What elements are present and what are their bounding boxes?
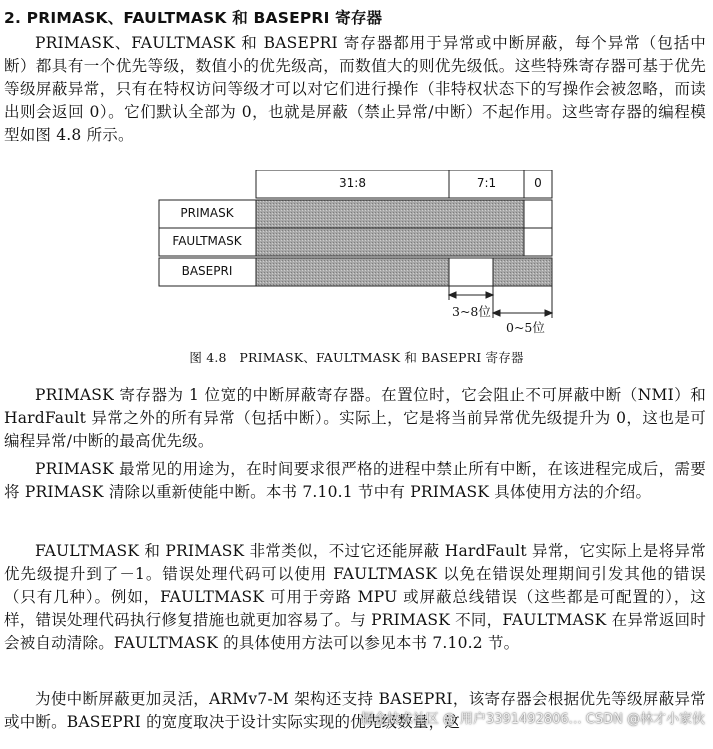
basepri-low-reserved-bits	[493, 258, 552, 286]
register-label-basepri: BASEPRI	[181, 264, 233, 278]
paragraph-primask: PRIMASK 寄存器为 1 位宽的中断屏蔽寄存器。在置位时，它会阻止不可屏蔽中断（NMI）和 HardFault 异常之外的所有异常（包括中断）。实际上，它是将当前异常优先级提升为 0，这也是可编程异常/中断的最高优先级。	[4, 386, 706, 450]
faultmask-reserved-bits	[256, 228, 524, 256]
primask-reserved-bits	[256, 200, 524, 228]
bit-label-0: 0	[534, 176, 542, 190]
paragraph-faultmask: FAULTMASK 和 PRIMASK 非常类似，不过它还能屏蔽 HardFault 异常，它实际上是将异常优先级提升到了－1。错误处理代码可以使用 FAULTMASK 以免在错误处理期间引发其他的错误（只有几种）。例如，FAULTMASK 可用于旁路 MPU 或屏蔽总线错误（这些都是可配置的），这样，错误处理代码执行修复措施也就更加容易了。与 PRIMASK 不同，FAULTMASK 在异常返回时会被自动清除。FAULTMASK 的具体使用方法可以参见本书 7.10.2 节。	[4, 542, 706, 652]
paragraph-intro: PRIMASK、FAULTMASK 和 BASEPRI 寄存器都用于异常或中断屏蔽，每个异常（包括中断）都具有一个优先等级，数值小的优先级高，而数值大的则优先级低。这些特殊寄存器可基于优先等级屏蔽异常，只有在特权访问等级才可以对它们进行操作（非特权状态下的写操作会被忽略，而读出则会返回 0）。它们默认全部为 0，也就是屏蔽（禁止异常/中断）不起作用。这些寄存器的编程模型如图 4.8 所示。	[4, 34, 706, 144]
figure-caption: 图 4.8 PRIMASK、FAULTMASK 和 BASEPRI 寄存器	[189, 350, 524, 365]
watermark: 掘金技术社区 @ 用户3391492806… CSDN @林才小家伙	[360, 712, 705, 727]
basepri-implemented-bits	[449, 258, 493, 286]
basepri-reserved-bits	[256, 258, 449, 286]
section-title: 2. PRIMASK、FAULTMASK 和 BASEPRI 寄存器	[4, 9, 383, 27]
bit-label-31-8: 31:8	[339, 176, 366, 190]
width-arrow-3-8	[449, 286, 493, 300]
width-arrow-0-5	[493, 286, 552, 318]
paragraph-primask-usage: PRIMASK 最常见的用途为，在时间要求很严格的进程中禁止所有中断，在该进程完成后，需要将 PRIMASK 清除以重新使能中断。本书 7.10.1 节中有 PRIMASK 具体使用方法的介绍。	[4, 460, 706, 501]
register-label-faultmask: FAULTMASK	[172, 234, 242, 248]
width-label-0-5: 0~5位	[506, 320, 545, 335]
register-label-primask: PRIMASK	[180, 206, 234, 220]
figure-register-model	[0, 170, 713, 380]
primask-bit0	[524, 200, 552, 228]
paragraph-basepri: 为使中断屏蔽更加灵活，ARMv7-M 架构还支持 BASEPRI，该寄存器会根据优先等级屏蔽异常或中断。BASEPRI 的宽度取决于设计实际实现的优先级数量，这	[4, 690, 706, 731]
bit-label-7-1: 7:1	[476, 176, 497, 190]
faultmask-bit0	[524, 228, 552, 256]
width-label-3-8: 3~8位	[452, 304, 491, 319]
